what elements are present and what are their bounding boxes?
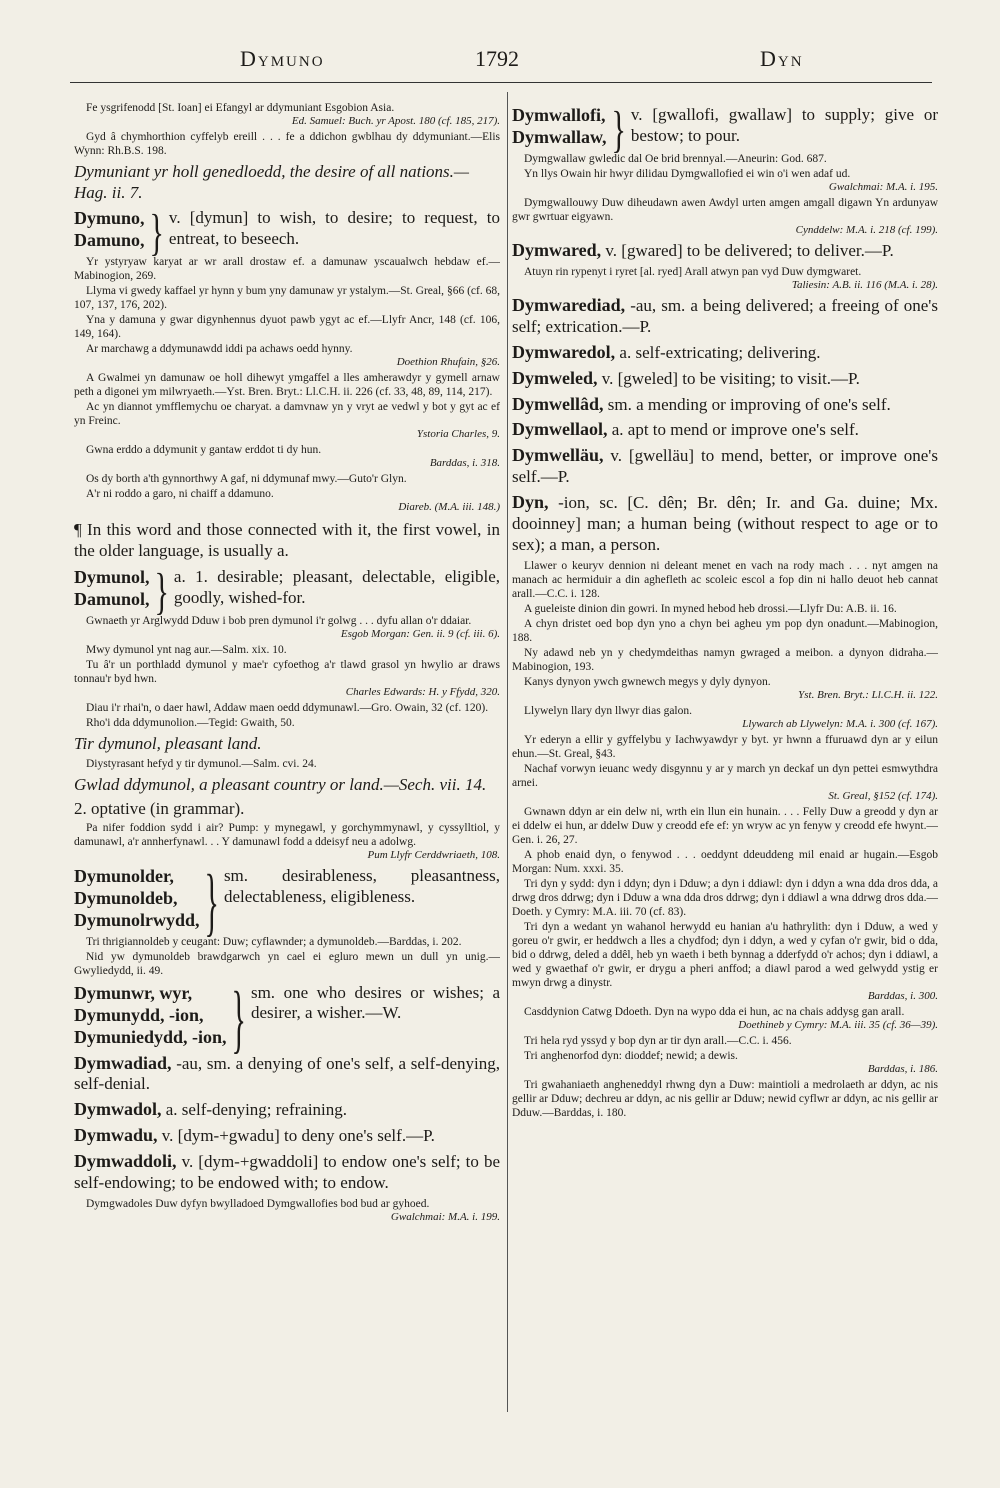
running-header (70, 46, 930, 78)
dictionary-entry (74, 1151, 500, 1194)
citation: Dymgwallaw gwledic dal Oe brid brennyal.—Aneurin: God. 687. (524, 152, 827, 165)
citation: Nid yw dymunoldeb brawdgarwch yn cael ei egluro mewn un dull yn unig.—Gwyliedydd, ii. 49. (74, 950, 500, 977)
citation: Gwnawn ddyn ar ein delw ni, wrth ein llun ein hunain. . . . Felly Duw a greodd y dyn ar ei ddelw ei hun, ar ddelw Duw y creodd efe ef: yn wryw ac yn fenyw y creodd efe hwynt.—Gen. i. 26, 27. (512, 805, 938, 846)
citation: Atuyn rin rypenyt i ryret [al. ryed] Arall atwyn pan vyd Duw dymgwaret. (524, 265, 862, 278)
dictionary-entry (512, 394, 938, 416)
citation: Dymgwadoles Duw dyfyn bwylladoed Dymgwallofies bod bud ar gyhoed. (86, 1197, 430, 1210)
citation: Yr ederyn a ellir y gyffelybu y Iachwyawdyr y byt. yr hwnn a ffuruawd dyn ar y eilun ehun.—St. Greal, §43. (512, 733, 938, 760)
citation: Os dy borth a'th gynnorthwy A gaf, ni ddymunaf mwy.—Guto'r Glyn. (86, 473, 407, 486)
headword: Dymweled, (512, 367, 598, 388)
dictionary-entry (74, 1099, 500, 1121)
entry-definition: -ion, sc. [C. dên; Br. dên; Ir. and Ga. duine; Mx. dooinney] man; a human being (without respect to age or to sex); a man, a person. (512, 493, 938, 554)
dictionary-entry (512, 492, 938, 555)
entry-definition: -au, sm. a denying of one's self, a self-denying, self-denial. (74, 1053, 500, 1094)
citation: Tri dyn y sydd: dyn i ddyn; dyn i Dduw; a dyn i ddiawl: dyn i ddyn a wna dda dros dda, a drwg dros ddrwg; dyn i Dduw a wna dda dros ddrwg; dyn i ddiawl a wna ddrwg dros dda.—Doeth. y Cymry: M.A. iii. 70 (cf. 83). (512, 877, 938, 918)
phrase-example: Tir dymunol, pleasant land. (74, 734, 262, 754)
sense-definition: 2. optative (in grammar). (74, 798, 245, 818)
dictionary-entry (512, 295, 938, 338)
headword-group (74, 567, 150, 611)
grouped-entry (512, 101, 938, 158)
citation: A gueleiste dinion din gowri. In myned hebod heb drossi.—Llyfr Du: A.B. ii. 16. (524, 602, 897, 615)
right-column (512, 100, 938, 1415)
brace-glyph: } (149, 204, 164, 261)
citation: Yna y damuna y gwar digynhennus dyuot pawb ygyt ac ef.—Llyfr Ancr, 148 (cf. 106, 149, 164). (74, 314, 500, 341)
citation-source: Barddas, i. 318. (429, 457, 500, 470)
citation: Yn llys Owain hir hwyr dilidau Dymgwallofied ei win o'i wen adaf ud. (524, 167, 851, 180)
entry-definition: v. [gwallofi, gwallaw] to supply; give or bestow; to pour. (630, 105, 938, 145)
citation-source: Llywarch ab Llywelyn: M.A. i. 300 (cf. 167). (742, 717, 938, 730)
citation: Gwna erddo a ddymunit y gantaw erddot ti dy hun. (86, 444, 322, 457)
citation: Yr ystyryaw karyat ar wr arall drostaw ef. a damunaw yscaualwch hebdaw ef.—Mabinogion, 269. (74, 256, 500, 283)
headword: Damuno, (74, 230, 145, 251)
entry-definition: a. apt to mend or improve one's self. (607, 420, 859, 440)
entry-definition: sm. one who desires or wishes; a desirer, a wisher.—W. (250, 982, 500, 1023)
headword: Dymunolder, (74, 865, 174, 886)
citation: Tri dyn a wedant yn wahanol herwydd eu hanian a'u hathrylith: dyn i Dduw, a wed y goreu o'r gwir, er heddwch a lles a chydfod; dyn i ddyn, a wed y cyfan o'r gwir, bid o dda, bid o ddrwg, deled a ddêl, heb yn waeth i beth bynnag a dderfydd o'r achos; dyn i ddiawl, a wed y gwaethaf o'r gwir, er drygu a pheri anffod; a diawl parod a wed gelwydd ystig er mwyn drwg a dinystr. (512, 920, 938, 989)
citation: Mwy dymunol ynt nag aur.—Salm. xix. 10. (86, 644, 287, 657)
entry-definition: sm. a mending or improving of one's self. (603, 394, 891, 414)
citation: A Gwalmei yn damunaw oe holl dihewyt ymgaffel a lles amherawdyr y gymell arnaw peth a digonei ym milwryaeth.—Yst. Bren. Bryt.: Ll.C.H. ii. 226 (cf. 33, 48, 89, 114, 217). (74, 372, 500, 399)
phrase-example: Dymuniant yr holl genedloedd, the desire of all nations.—Hag. ii. 7. (74, 162, 470, 203)
headword: Dymwallaw, (512, 126, 607, 147)
headword: Dymwaddoli, (74, 1151, 177, 1172)
headword: Dymwarediad, (512, 294, 626, 315)
citation-source: Doethion Rhufain, §26. (396, 356, 500, 369)
citation-source: Barddas, i. 300. (867, 989, 938, 1002)
brace-glyph: } (204, 860, 219, 945)
entry-definition: v. [gwared] to be delivered; to deliver.—P. (601, 240, 894, 260)
header-right-guide-word: Dyn (760, 46, 804, 71)
entry-definition: a. self-extricating; delivering. (615, 342, 821, 362)
citation: Tri thrigiannoldeb y ceugant: Duw; cyflawnder; a dymunoldeb.—Barddas, i. 202. (86, 935, 462, 948)
citation-source: Charles Edwards: H. y Ffydd, 320. (345, 686, 500, 699)
grouped-entry (74, 564, 500, 621)
citation: Pa nifer foddion sydd i air? Pump: y mynegawl, y gorchymmynawl, y cyssylltiol, y damunawl, a'r annherfynawl. . . Y damunawl fodd a ddeisyf neu a adolwg. (74, 821, 500, 848)
citation: Fe ysgrifenodd [St. Ioan] ei Efangyl ar ddymuniant Esgobion Asia. (86, 102, 395, 114)
citation: Rho'i dda ddymunolion.—Tegid: Gwaith, 50. (86, 717, 295, 730)
citation: Tri anghenorfod dyn: dioddef; newid; a dewis. (524, 1050, 738, 1062)
citation-source: Cynddelw: M.A. i. 218 (cf. 199). (795, 223, 938, 236)
citation-source: Esgob Morgan: Gen. ii. 9 (cf. iii. 6). (340, 628, 500, 641)
headword: Dymwadu, (74, 1125, 158, 1146)
citation: Nachaf vorwyn ieuanc wedy disgynnu y ar y march yn deckaf un dyn pettei esmwythdra arnei. (512, 762, 938, 789)
citation: Tri hela ryd yssyd y bop dyn ar tir dyn arall.—C.C. i. 456. (524, 1034, 792, 1047)
entry-definition: -au, sm. a being delivered; a freeing of one's self; extrication.—P. (512, 295, 938, 336)
citation-source: Pum Llyfr Cerddwriaeth, 108. (367, 848, 500, 861)
header-rule (70, 82, 932, 83)
brace-glyph: } (611, 101, 626, 158)
grouped-entry (74, 977, 500, 1062)
page-number: 1792 (475, 46, 519, 71)
citation: Casddynion Catwg Ddoeth. Dyn na wypo dda ei hun, ac na chais addysg gan arall. (524, 1005, 905, 1018)
citation: A'r ni roddo a garo, ni chaiff a ddamuno. (86, 488, 274, 501)
headword-group (74, 866, 200, 932)
citation-source: Doethineb y Cymry: M.A. iii. 35 (cf. 36—39). (738, 1018, 938, 1031)
citation: Tu â'r un porthladd dymunol y mae'r cyfoethog a'r tlawd grasol yn hwylio ar draws tonnau'r byd hwn. (74, 659, 500, 686)
dictionary-entry (512, 342, 938, 364)
headword: Dymunolrwydd, (74, 909, 200, 930)
citation-source: Gwalchmai: M.A. i. 199. (390, 1210, 500, 1223)
citation: Gyd â chymhorthion cyffelyb ereill . . . fe a ddichon gwblhau dy ddymuniant.—Elis Wynn: Rh.B.S. 198. (74, 131, 500, 158)
citation-source: Barddas, i. 186. (867, 1063, 938, 1076)
entry-definition: v. [dym-+gwadu] to deny one's self.—P. (157, 1126, 435, 1146)
headword: Dymunwr, wyr, (74, 982, 193, 1003)
header-left-guide-word: Dymuno (240, 46, 325, 71)
entry-definition: sm. desirableness, pleasantness, delectableness, eligibleness. (223, 865, 500, 906)
headword: Dymuniedydd, -ion, (74, 1026, 227, 1047)
headword: Dymwellâd, (512, 393, 604, 414)
headword: Dymwallofi, (512, 105, 606, 125)
citation: Tri gwahaniaeth angheneddyl rhwng dyn a Duw: maintioli a medrolaeth ar ddyn, ac nis gellir ar Dduw; dechreu ar ddyn, ac nis gellir ar Dduw; newid cyflwr ar ddyn, ac nis gellir ar Dduw.—Barddas, i. 180. (512, 1079, 938, 1120)
headword-group (74, 983, 227, 1049)
headword: Dymwadiad, (74, 1052, 172, 1073)
dictionary-entry (74, 1053, 500, 1096)
dictionary-entry (74, 1125, 500, 1147)
headword: Dymwadol, (74, 1099, 162, 1120)
dictionary-entry (512, 368, 938, 390)
citation: Llawer o keuryv dennion ni deleant menet en vach na rody mach . . . nyt amgen na manach ac hermiduir a din aghefleth ac scoleic escol a fop din ni hallo deuot heb cannat arall.—C.C. i. 128. (512, 559, 938, 600)
headword: Dymunol, (74, 567, 150, 588)
entry-definition: v. [dymun] to wish, to desire; to request, to entreat, to beseech. (168, 208, 500, 248)
headword: Dymunydd, -ion, (74, 1004, 204, 1025)
citation: Gwnaeth yr Arglwydd Dduw i bob pren dymunol i'r golwg . . . dyfu allan o'r ddaiar. (86, 615, 472, 628)
citation-source: Ystoria Charles, 9. (416, 428, 500, 441)
headword: Damunol, (74, 589, 150, 610)
citation: Dymgwallouwy Duw diheudawn awen Awdyl urten amgen amgall digawn Yn ardunyaw gwr gwrtuar eigyawn. (512, 196, 938, 223)
headword-group (512, 105, 607, 149)
entry-definition: a. self-denying; refraining. (161, 1100, 348, 1120)
citation-source: Taliesin: A.B. ii. 116 (M.A. i. 28). (791, 278, 938, 291)
citation: Llyma vi gwedy kaffael yr hynn y bum yny damunaw yr ystalym.—St. Greal, §66 (cf. 68, 107, 137, 176, 202). (74, 285, 500, 312)
entry-definition: v. [gweled] to be visiting; to visit.—P. (597, 368, 860, 388)
phrase-example: Gwlad ddymunol, a pleasant country or land.—Sech. vii. 14. (74, 774, 487, 794)
brace-glyph: } (231, 977, 246, 1062)
column-divider (507, 92, 508, 1412)
citation: Ar marchawg a ddymunawdd iddi pa achaws oedd hynny. (86, 343, 353, 356)
citation: A phob enaid dyn, o fenywod . . . oeddynt ddeuddeng mil enaid ar hugain.—Esgob Morgan: Num. xxxi. 35. (512, 848, 938, 875)
citation: Ny adawd neb yn y chedymdeithas namyn gwraged a meibon. a dynyon didraha.—Mabinogion, 193. (512, 646, 938, 673)
headword: Dymunoldeb, (74, 887, 178, 908)
headword: Dymwared, (512, 239, 602, 260)
citation: Ac yn diannot ymfflemychu oe charyat. a damvnaw yn y vryt ae vedwl y bot y gyt ac ef yn Freinc. (74, 401, 500, 428)
entry-definition: v. [dym-+gwaddoli] to endow one's self; to be self-endowing; to be endowed with; to endow. (74, 1152, 500, 1193)
dictionary-entry (512, 240, 938, 262)
headword: Dymuno, (74, 208, 145, 229)
left-column (74, 100, 500, 1415)
citation-source: Gwalchmai: M.A. i. 195. (828, 180, 938, 193)
citation-source: Diareb. (M.A. iii. 148.) (398, 501, 500, 514)
entry-definition: v. [gwelläu] to mend, better, or improve one's self.—P. (512, 446, 938, 487)
brace-glyph: } (154, 564, 169, 621)
citation: Diystyrasant hefyd y tir dymunol.—Salm. cvi. 24. (86, 757, 317, 770)
citation: Llywelyn llary dyn llwyr dias galon. (524, 704, 692, 717)
citation-source: St. Greal, §152 (cf. 174). (828, 789, 938, 802)
citation-source: Ed. Samuel: Buch. yr Apost. 180 (cf. 185, 217). (291, 115, 500, 128)
headword: Dymwelläu, (512, 445, 604, 466)
citation-source: Yst. Bren. Bryt.: Ll.C.H. ii. 122. (798, 688, 938, 701)
usage-note: ¶ In this word and those connected with it, the first vowel, in the older language, is usually a. (74, 520, 500, 561)
headword: Dyn, (512, 492, 549, 513)
dictionary-entry (512, 445, 938, 488)
grouped-entry (74, 204, 500, 261)
headword: Dymwellaol, (512, 419, 608, 440)
entry-definition: a. 1. desirable; pleasant, delectable, eligible, goodly, wished-for. (173, 567, 500, 608)
dictionary-entry (512, 419, 938, 441)
headword-group (74, 208, 145, 252)
citation: A chyn dristet oed bop dyn yno a chyn bei agheu ym pop dyn onadunt.—Mabinogion, 188. (512, 617, 938, 644)
citation: Diau i'r rhai'n, o daer hawl, Addaw maen oedd ddymunawl.—Gro. Owain, 32 (cf. 120). (86, 702, 489, 715)
headword: Dymwaredol, (512, 341, 616, 362)
citation: Kanys dynyon ywch gwnewch megys y dyly dynyon. (524, 675, 771, 688)
